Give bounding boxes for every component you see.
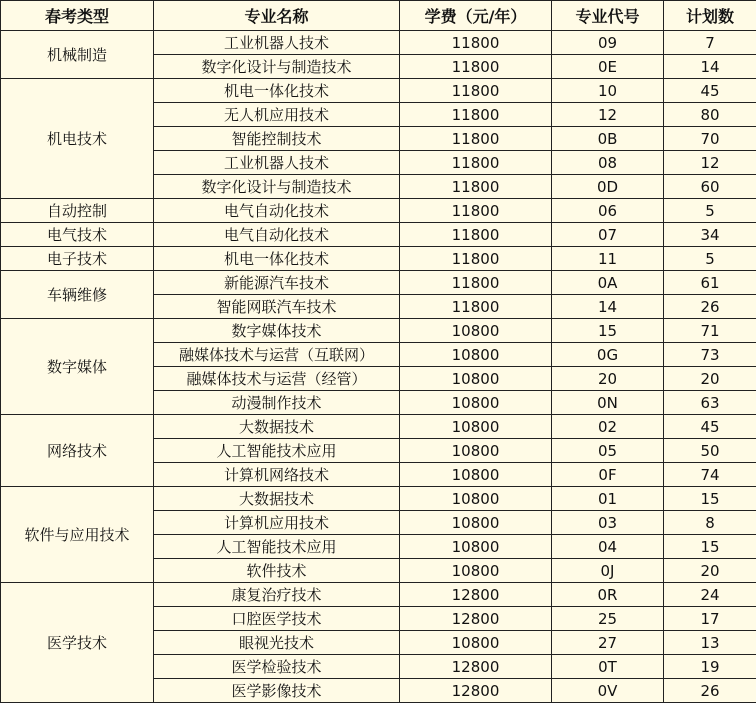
header-major-name: 专业名称 bbox=[154, 1, 400, 31]
plan-count-cell: 26 bbox=[664, 679, 756, 703]
major-name-cell: 机电一体化技术 bbox=[154, 247, 400, 271]
major-code-cell: 09 bbox=[552, 31, 664, 55]
table-row bbox=[1, 415, 756, 439]
major-code-cell: 0V bbox=[552, 679, 664, 703]
plan-count-cell: 13 bbox=[664, 631, 756, 655]
major-code-cell: 11 bbox=[552, 247, 664, 271]
major-name-cell: 融媒体技术与运营（经管） bbox=[154, 367, 400, 391]
table-row bbox=[1, 199, 756, 223]
major-code-cell: 0G bbox=[552, 343, 664, 367]
major-name-cell: 工业机器人技术 bbox=[154, 31, 400, 55]
plan-count-cell: 17 bbox=[664, 607, 756, 631]
major-name-cell: 医学检验技术 bbox=[154, 655, 400, 679]
tuition-cell: 12800 bbox=[400, 679, 552, 703]
major-code-cell: 0T bbox=[552, 655, 664, 679]
major-name-cell: 数字化设计与制造技术 bbox=[154, 175, 400, 199]
plan-count-cell: 60 bbox=[664, 175, 756, 199]
major-code-cell: 15 bbox=[552, 319, 664, 343]
plan-count-cell: 74 bbox=[664, 463, 756, 487]
tuition-cell: 11800 bbox=[400, 151, 552, 175]
major-code-cell: 0B bbox=[552, 127, 664, 151]
tuition-cell: 11800 bbox=[400, 103, 552, 127]
plan-count-cell: 45 bbox=[664, 415, 756, 439]
major-name-cell: 医学影像技术 bbox=[154, 679, 400, 703]
major-code-cell: 12 bbox=[552, 103, 664, 127]
category-cell: 数字媒体 bbox=[1, 319, 154, 415]
major-code-cell: 14 bbox=[552, 295, 664, 319]
tuition-cell: 10800 bbox=[400, 463, 552, 487]
category-cell: 电气技术 bbox=[1, 223, 154, 247]
plan-count-cell: 15 bbox=[664, 487, 756, 511]
tuition-cell: 10800 bbox=[400, 631, 552, 655]
category-cell: 电子技术 bbox=[1, 247, 154, 271]
plan-count-cell: 14 bbox=[664, 55, 756, 79]
major-name-cell: 大数据技术 bbox=[154, 415, 400, 439]
major-code-cell: 04 bbox=[552, 535, 664, 559]
tuition-cell: 10800 bbox=[400, 415, 552, 439]
tuition-cell: 12800 bbox=[400, 583, 552, 607]
table-row bbox=[1, 271, 756, 295]
major-name-cell: 人工智能技术应用 bbox=[154, 439, 400, 463]
table-row bbox=[1, 583, 756, 607]
major-code-cell: 03 bbox=[552, 511, 664, 535]
tuition-cell: 12800 bbox=[400, 607, 552, 631]
category-cell: 机械制造 bbox=[1, 31, 154, 79]
plan-count-cell: 26 bbox=[664, 295, 756, 319]
major-code-cell: 0F bbox=[552, 463, 664, 487]
major-code-cell: 0J bbox=[552, 559, 664, 583]
tuition-cell: 11800 bbox=[400, 55, 552, 79]
tuition-cell: 10800 bbox=[400, 559, 552, 583]
major-code-cell: 27 bbox=[552, 631, 664, 655]
major-name-cell: 电气自动化技术 bbox=[154, 223, 400, 247]
header-category: 春考类型 bbox=[1, 1, 154, 31]
major-name-cell: 智能网联汽车技术 bbox=[154, 295, 400, 319]
table-row bbox=[1, 223, 756, 247]
table-header-row bbox=[1, 1, 756, 31]
major-code-cell: 08 bbox=[552, 151, 664, 175]
category-cell: 车辆维修 bbox=[1, 271, 154, 319]
plan-count-cell: 12 bbox=[664, 151, 756, 175]
category-cell: 自动控制 bbox=[1, 199, 154, 223]
major-name-cell: 计算机网络技术 bbox=[154, 463, 400, 487]
tuition-cell: 10800 bbox=[400, 391, 552, 415]
major-name-cell: 软件技术 bbox=[154, 559, 400, 583]
tuition-cell: 11800 bbox=[400, 295, 552, 319]
category-cell: 机电技术 bbox=[1, 79, 154, 199]
major-name-cell: 大数据技术 bbox=[154, 487, 400, 511]
major-code-cell: 0N bbox=[552, 391, 664, 415]
major-name-cell: 无人机应用技术 bbox=[154, 103, 400, 127]
tuition-cell: 11800 bbox=[400, 127, 552, 151]
category-cell: 网络技术 bbox=[1, 415, 154, 487]
plan-count-cell: 5 bbox=[664, 199, 756, 223]
tuition-cell: 11800 bbox=[400, 175, 552, 199]
major-name-cell: 新能源汽车技术 bbox=[154, 271, 400, 295]
major-name-cell: 机电一体化技术 bbox=[154, 79, 400, 103]
table-row bbox=[1, 319, 756, 343]
plan-count-cell: 73 bbox=[664, 343, 756, 367]
major-code-cell: 07 bbox=[552, 223, 664, 247]
major-code-cell: 25 bbox=[552, 607, 664, 631]
tuition-cell: 10800 bbox=[400, 511, 552, 535]
table-row bbox=[1, 79, 756, 103]
tuition-cell: 11800 bbox=[400, 79, 552, 103]
tuition-cell: 10800 bbox=[400, 343, 552, 367]
plan-count-cell: 5 bbox=[664, 247, 756, 271]
major-name-cell: 口腔医学技术 bbox=[154, 607, 400, 631]
plan-count-cell: 7 bbox=[664, 31, 756, 55]
tuition-cell: 12800 bbox=[400, 655, 552, 679]
plan-count-cell: 45 bbox=[664, 79, 756, 103]
major-name-cell: 电气自动化技术 bbox=[154, 199, 400, 223]
category-cell: 医学技术 bbox=[1, 583, 154, 703]
major-name-cell: 融媒体技术与运营（互联网） bbox=[154, 343, 400, 367]
tuition-cell: 10800 bbox=[400, 367, 552, 391]
tuition-cell: 11800 bbox=[400, 223, 552, 247]
plan-count-cell: 61 bbox=[664, 271, 756, 295]
plan-count-cell: 19 bbox=[664, 655, 756, 679]
table-row bbox=[1, 247, 756, 271]
tuition-cell: 11800 bbox=[400, 271, 552, 295]
tuition-cell: 11800 bbox=[400, 199, 552, 223]
major-code-cell: 0D bbox=[552, 175, 664, 199]
plan-count-cell: 24 bbox=[664, 583, 756, 607]
header-major-code: 专业代号 bbox=[552, 1, 664, 31]
category-cell: 软件与应用技术 bbox=[1, 487, 154, 583]
table-row bbox=[1, 487, 756, 511]
major-code-cell: 0R bbox=[552, 583, 664, 607]
header-plan-count: 计划数 bbox=[664, 1, 756, 31]
major-code-cell: 06 bbox=[552, 199, 664, 223]
plan-count-cell: 80 bbox=[664, 103, 756, 127]
plan-count-cell: 15 bbox=[664, 535, 756, 559]
major-code-cell: 0A bbox=[552, 271, 664, 295]
major-name-cell: 眼视光技术 bbox=[154, 631, 400, 655]
tuition-cell: 11800 bbox=[400, 247, 552, 271]
tuition-cell: 10800 bbox=[400, 319, 552, 343]
major-code-cell: 0E bbox=[552, 55, 664, 79]
major-name-cell: 数字媒体技术 bbox=[154, 319, 400, 343]
tuition-cell: 11800 bbox=[400, 31, 552, 55]
plan-count-cell: 8 bbox=[664, 511, 756, 535]
plan-count-cell: 50 bbox=[664, 439, 756, 463]
tuition-cell: 10800 bbox=[400, 535, 552, 559]
major-code-cell: 20 bbox=[552, 367, 664, 391]
header-tuition: 学费（元/年） bbox=[400, 1, 552, 31]
plan-count-cell: 34 bbox=[664, 223, 756, 247]
major-code-cell: 01 bbox=[552, 487, 664, 511]
major-name-cell: 人工智能技术应用 bbox=[154, 535, 400, 559]
table-row bbox=[1, 31, 756, 55]
major-name-cell: 智能控制技术 bbox=[154, 127, 400, 151]
tuition-cell: 10800 bbox=[400, 439, 552, 463]
major-code-cell: 10 bbox=[552, 79, 664, 103]
major-name-cell: 数字化设计与制造技术 bbox=[154, 55, 400, 79]
table-body bbox=[1, 31, 756, 703]
major-name-cell: 康复治疗技术 bbox=[154, 583, 400, 607]
plan-count-cell: 20 bbox=[664, 367, 756, 391]
major-code-cell: 05 bbox=[552, 439, 664, 463]
major-name-cell: 计算机应用技术 bbox=[154, 511, 400, 535]
plan-count-cell: 63 bbox=[664, 391, 756, 415]
plan-count-cell: 20 bbox=[664, 559, 756, 583]
major-name-cell: 工业机器人技术 bbox=[154, 151, 400, 175]
tuition-cell: 10800 bbox=[400, 487, 552, 511]
plan-count-cell: 70 bbox=[664, 127, 756, 151]
plan-count-cell: 71 bbox=[664, 319, 756, 343]
major-name-cell: 动漫制作技术 bbox=[154, 391, 400, 415]
major-code-cell: 02 bbox=[552, 415, 664, 439]
